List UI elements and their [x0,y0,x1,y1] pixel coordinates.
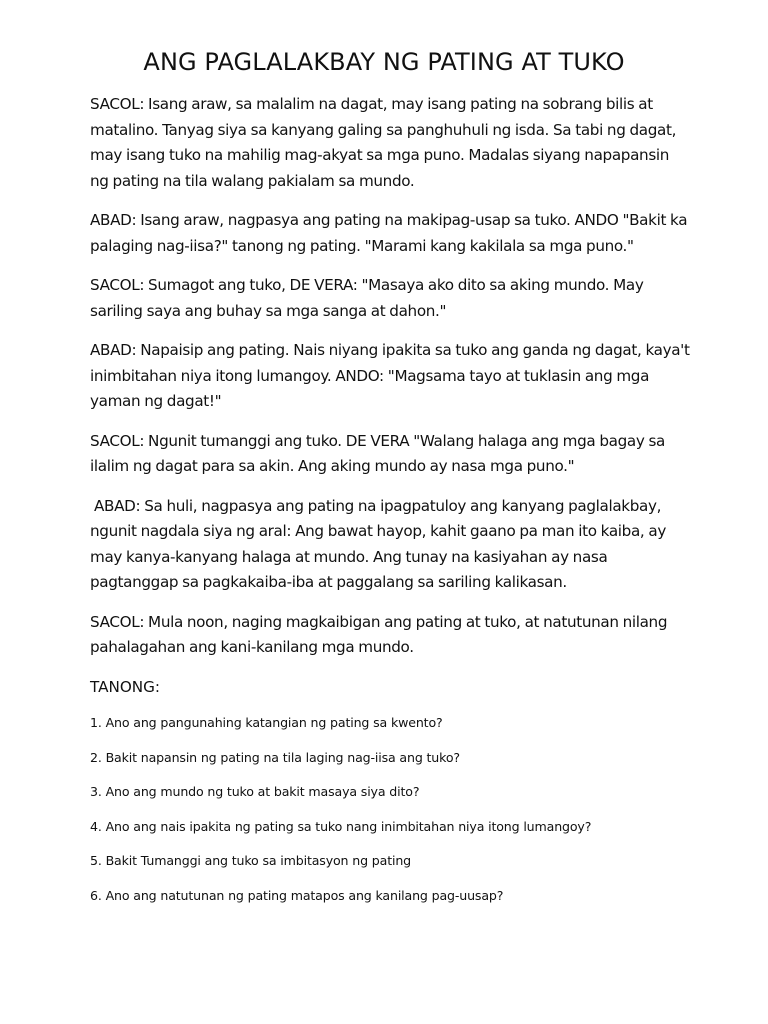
question-item: 3. Ano ang mundo ng tuko at bakit masaya siya dito? [90,784,420,799]
question-item: 2. Bakit napansin ng pating na tila laging nag-iisa ang tuko? [90,749,460,765]
story-paragraph: ABAD: Isang araw, nagpasya ang pating na makipag-usap sa tuko. ANDO "Bakit ka palaging nag-iisa?" tanong ng pating. "Marami kang kakilala sa mga puno." [90,211,688,255]
question-item: 6. Ano ang natutunan ng pating matapos ang kanilang pag-uusap? [90,887,504,903]
story-paragraph: ABAD: Sa huli, nagpasya ang pating na ipagpatuloy ang kanyang paglalakbay, ngunit nagdala siya ng aral: Ang bawat hayop, kahit gaano pa man ito kaiba, ay may kanya-kanyang halaga at mundo. Ang tunay na kasiyahan ay nasa pagtanggap sa pagkakaiba-iba at paggalang sa sariling kalikasan. [90,496,670,591]
document-title: ANG PAGLALAKBAY NG PATING AT TUKO [143,48,625,76]
story-paragraph: ABAD: Napaisip ang pating. Nais niyang ipakita sa tuko ang ganda ng dagat, kaya't inimbitahan niya itong lumangoy. ANDO: "Magsama tayo at tuklasin ang mga yaman ng dagat!" [90,341,690,410]
story-body [90,92,690,921]
question-item: 1. Ano ang pangunahing katangian ng pating sa kwento? [90,715,443,730]
question-item: 5. Bakit Tumanggi ang tuko sa imbitasyon ng pating [90,853,412,868]
story-paragraph: SACOL: Ngunit tumanggi ang tuko. DE VERA "Walang halaga ang mga bagay sa ilalim ng dagat para sa akin. Ang aking mundo ay nasa mga puno." [90,431,669,475]
story-paragraph: SACOL: Sumagot ang tuko, DE VERA: "Masaya ako dito sa aking mundo. May sariling saya ang buhay sa mga sanga at dahon." [90,276,644,320]
questions-label: TANONG: [90,677,161,696]
story-paragraph: SACOL: Isang araw, sa malalim na dagat, may isang pating na sobrang bilis at matalino. Tanyag siya sa kanyang galing sa panghuhuli ng isda. Sa tabi ng dagat, may isang tuko na mahilig mag-akyat sa mga puno. Madalas siyang napapansin ng pating na tila walang pakialam sa mundo. [90,95,677,190]
questions-list [90,714,690,904]
story-paragraph: SACOL: Mula noon, naging magkaibigan ang pating at tuko, at natutunan nilang pahalagahan ang kani-kanilang mga mundo. [90,612,668,656]
question-item: 4. Ano ang nais ipakita ng pating sa tuko nang inimbitahan niya itong lumangoy? [90,818,592,834]
